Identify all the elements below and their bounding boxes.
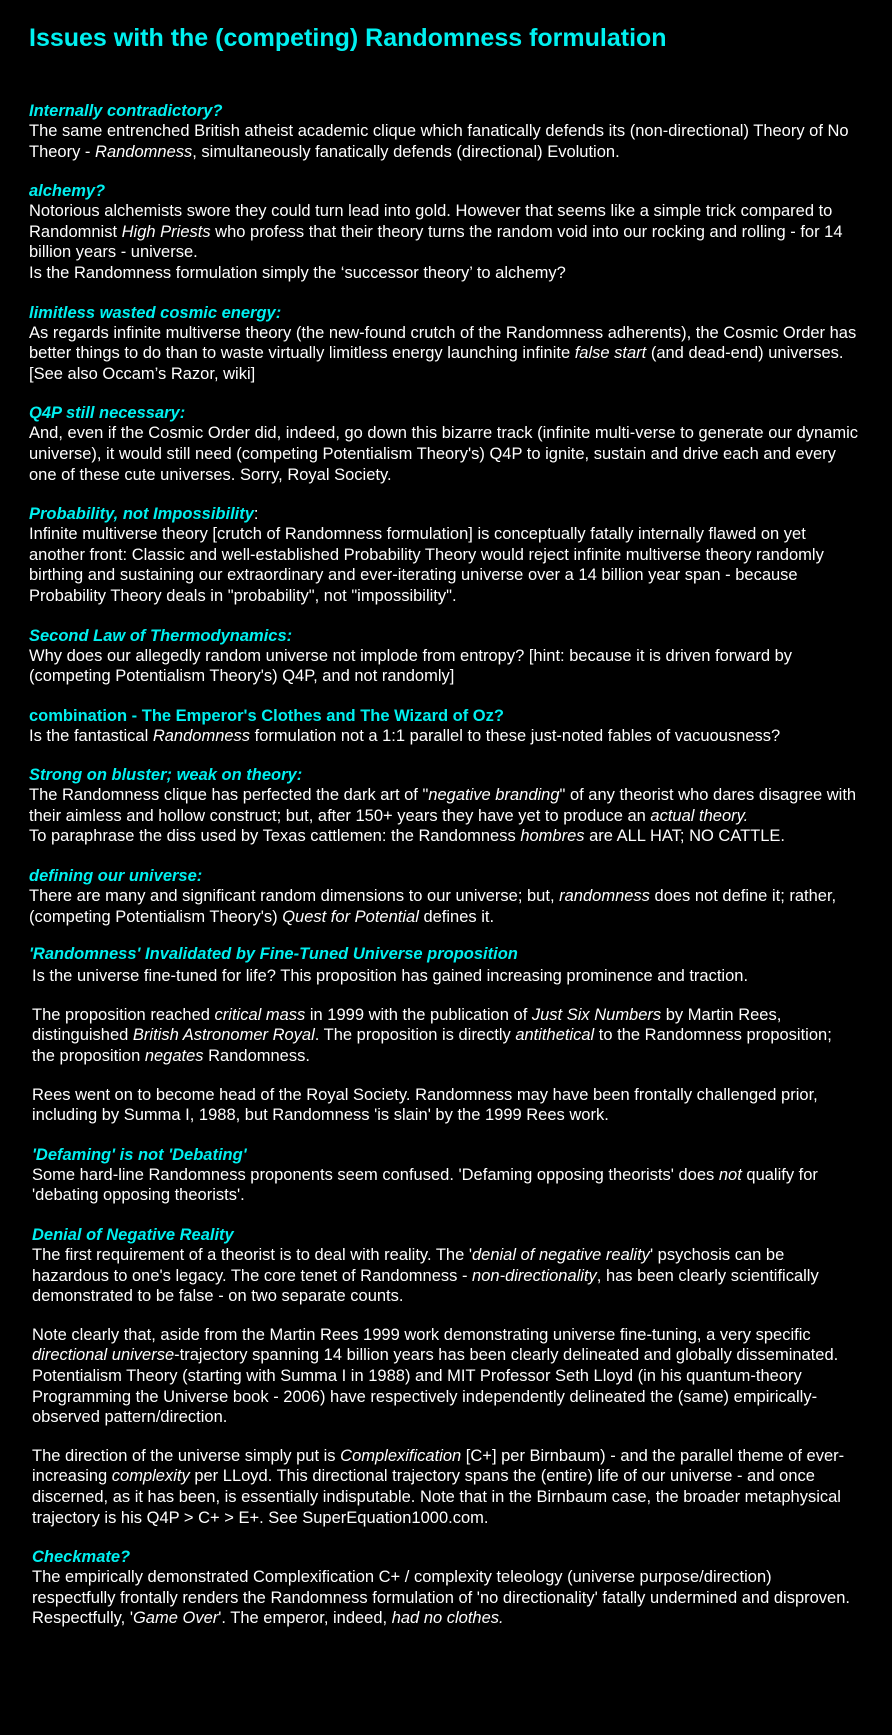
emphasis-text: negative branding (428, 786, 560, 805)
section-heading: Q4P still necessary: (29, 404, 186, 423)
section-text: And, even if the Cosmic Order did, indeed, go down this bizarre track (infinite multi-verse to generate our dynamic universe), it would still need (competing Potentialism Theory's) Q4P to ignite, sustain and drive each and every one of these cute universes. Sorry, Royal Society. (29, 424, 859, 484)
section-heading: Second Law of Thermodynamics: (29, 626, 293, 645)
section-heading: limitless wasted cosmic energy: (29, 303, 282, 322)
text-run: The first requirement of a theorist is to deal with reality. The ' (32, 1246, 472, 1264)
emphasis-text: British Astronomer Royal (132, 1026, 315, 1045)
section-heading: 'Randomness' Invalidated by Fine-Tuned Universe proposition (29, 945, 518, 964)
section-text (29, 121, 859, 162)
text-run: The Randomness clique has perfected the dark art of " (29, 786, 429, 805)
section-internally-contradictory (29, 101, 859, 162)
section-fine-tuned (29, 944, 859, 1126)
text-run: '. The emperor, indeed, (218, 1609, 392, 1628)
section-denial (29, 1225, 859, 1528)
text-run: , simultaneously fanatically defends (directional) Evolution. (192, 142, 620, 161)
section-text: Why does our allegedly random universe not implode from entropy? [hint: because it is driven forward by (competing Potentialism Theory's) Q4P, and not randomly] (29, 646, 793, 686)
section-emperors-clothes (29, 706, 859, 747)
section-body (29, 966, 859, 1126)
emphasis-text: denial of negative reality (471, 1246, 650, 1264)
text-run: ' psychosis can be hazardous to one's legacy. The core tenet of Randomness - (32, 1246, 785, 1285)
section-heading: defining our universe: (29, 867, 203, 886)
emphasis-text: Quest for Potential (282, 907, 419, 926)
emphasis-text: Randomness (152, 726, 251, 745)
text-run: formulation not a 1:1 parallel to these just-noted fables of vacuousness? (250, 726, 781, 745)
text-run: The empirically demonstrated Complexification C+ / complexity teleology (universe purpose/direction) respectfully frontally renders the Randomness formulation of 'no directionality' fatally undermined and disproven. Respectfully, ' (32, 1568, 850, 1628)
text-run: (and dead-end) universes. [See also Occam’s Razor, wiki] (29, 344, 844, 383)
emphasis-text: not (718, 1165, 742, 1184)
section-heading: combination - The Emperor's Clothes and The Wizard of Oz? (29, 706, 504, 725)
section-heading (29, 504, 859, 524)
text-run: . The proposition is directly (314, 1026, 516, 1045)
text-run: -trajectory spanning 14 billion years has been clearly delineated and globally disseminated. Potentialism Theory (starting with Summa I in 1988) and MIT Professor Seth Lloyd (in his quantum-theory Programming the Universe book - 2006) have respectively independently delineated the (same) empirically-observed pattern/direction. (32, 1346, 839, 1427)
text-run: by Martin Rees, distinguished (32, 1005, 782, 1045)
emphasis-text: actual theory. (650, 806, 749, 825)
text-run: per LLoyd. This directional trajectory spans the (entire) life of our universe - and once discerned, as it has been, is essentially indisputable. Note that in the Birnbaum case, the broader metaphysical trajectory is his Q4P > C+ > E+. See SuperEquation1000.com. (32, 1467, 841, 1527)
text-run: Is the fantastical (29, 726, 153, 745)
section-text: Infinite multiverse theory [crutch of Randomness formulation] is conceptually fatally internally flawed on yet another front: Classic and well-established Probability Theory would reject infinite multiverse theory randomly birthing and sustaining our extraordinary and ever-iterating universe over a 14 billion year span - because Probability Theory deals in "probability", not "impossibility". (29, 525, 824, 605)
emphasis-text: critical mass (214, 1005, 306, 1024)
section-probability (29, 504, 859, 606)
section-paragraph: Rees went on to become head of the Royal Society. Randomness may have been frontally challenged prior, including by Summa I, 1988, but Randomness 'is slain' by the 1999 Rees work. (32, 1085, 818, 1125)
text-run: " of any theorist who dares disagree with their aimless and hollow construct; but, after 150+ years they have yet to produce an (29, 786, 857, 825)
section-paragraph (32, 1245, 859, 1307)
text-run: The proposition reached (32, 1005, 215, 1024)
text-run: who profess that their theory turns the random void into our rocking and rolling - for 14 billion years - universe. (29, 222, 843, 262)
emphasis-text: hombres (520, 827, 585, 846)
text-run: [C+] per Birnbaum) - and the parallel theme of ever-increasing (32, 1446, 845, 1486)
section-alchemy (29, 181, 859, 283)
emphasis-text: Complexification (340, 1446, 462, 1465)
text-run: There are many and significant random dimensions to our universe; but, (29, 887, 560, 906)
text-run: Some hard-line Randomness proponents seem confused. 'Defaming opposing theorists' does (32, 1165, 719, 1184)
section-heading: Strong on bluster; weak on theory: (29, 766, 303, 785)
text-run: are ALL HAT; NO CATTLE. (584, 827, 786, 846)
section-heading: Internally contradictory? (29, 102, 223, 120)
emphasis-text: false start (574, 344, 647, 363)
section-heading: Denial of Negative Reality (32, 1226, 234, 1244)
emphasis-text: Randomness (95, 142, 193, 161)
section-text-line (29, 826, 859, 847)
section-text (32, 1567, 859, 1629)
text-run: , has been clearly scientifically demonstrated to be false - on two separate counts. (32, 1266, 819, 1306)
section-heading: Checkmate? (32, 1548, 131, 1567)
text-run: The direction of the universe simply put is (32, 1446, 341, 1465)
section-heading: 'Defaming' is not 'Debating' (32, 1145, 247, 1164)
section-defaming (29, 1145, 859, 1206)
text-run: To paraphrase the diss used by Texas cattlemen: the Randomness (29, 827, 521, 846)
emphasis-text: directional universe (32, 1346, 175, 1365)
page-title: Issues with the (competing) Randomness formulation (29, 24, 667, 52)
text-run: Note clearly that, aside from the Martin Rees 1999 work demonstrating universe fine-tuning, a very specific (32, 1325, 811, 1344)
emphasis-text: randomness (559, 887, 650, 906)
emphasis-text: Just Six Numbers (531, 1005, 662, 1024)
section-text (29, 201, 859, 263)
emphasis-text: antithetical (515, 1026, 595, 1045)
emphasis-text: Game Over (132, 1609, 219, 1628)
section-thermodynamics (29, 626, 859, 687)
text-run: to the Randomness proposition; the proposition (32, 1026, 832, 1066)
emphasis-text: negates (144, 1047, 204, 1066)
text-run: Notorious alchemists swore they could turn lead into gold. However that seems like a simple trick compared to Randomnist (29, 202, 833, 241)
section-limitless-energy (29, 303, 859, 385)
text-run: The same entrenched British atheist academic clique which fanatically defends its (non-directional) Theory of No Theory - (29, 122, 849, 161)
text-run: As regards infinite multiverse theory (the new-found crutch of the Randomness adherents), the Cosmic Order has better things to do than to waste virtually limitless energy launching infinite (29, 323, 857, 363)
section-paragraph (32, 1325, 859, 1428)
section-text (29, 785, 859, 826)
section-q4p-necessary (29, 403, 859, 485)
article-body (29, 101, 859, 1648)
text-run: defines it. (418, 907, 495, 926)
text-run: qualify for 'debating opposing theorists'. (32, 1165, 818, 1205)
section-heading: alchemy? (29, 182, 106, 201)
emphasis-text: non-directionality (472, 1266, 597, 1285)
section-text (32, 1165, 859, 1206)
section-checkmate (29, 1547, 859, 1629)
section-text (29, 886, 859, 927)
section-paragraph (32, 1005, 859, 1067)
text-run: does not define it; rather, (competing Potentialism Theory's) (29, 887, 837, 926)
section-paragraph (32, 1446, 859, 1528)
emphasis-text: High Priests (121, 222, 211, 241)
section-text (29, 323, 859, 385)
emphasis-text: complexity (111, 1467, 190, 1486)
heading-colon: : (253, 505, 259, 524)
section-text (29, 726, 859, 747)
heading-text: Probability, not Impossibility (29, 505, 254, 524)
text-run: in 1999 with the publication of (305, 1005, 532, 1024)
section-text-line: Is the Randomness formulation simply the ‘successor theory’ to alchemy? (29, 263, 566, 282)
section-paragraph: Is the universe fine-tuned for life? This proposition has gained increasing prominence and traction. (32, 967, 749, 986)
section-bluster (29, 765, 859, 847)
emphasis-text: had no clothes. (391, 1609, 504, 1628)
text-run: Randomness. (203, 1047, 310, 1066)
section-defining-universe (29, 866, 859, 927)
